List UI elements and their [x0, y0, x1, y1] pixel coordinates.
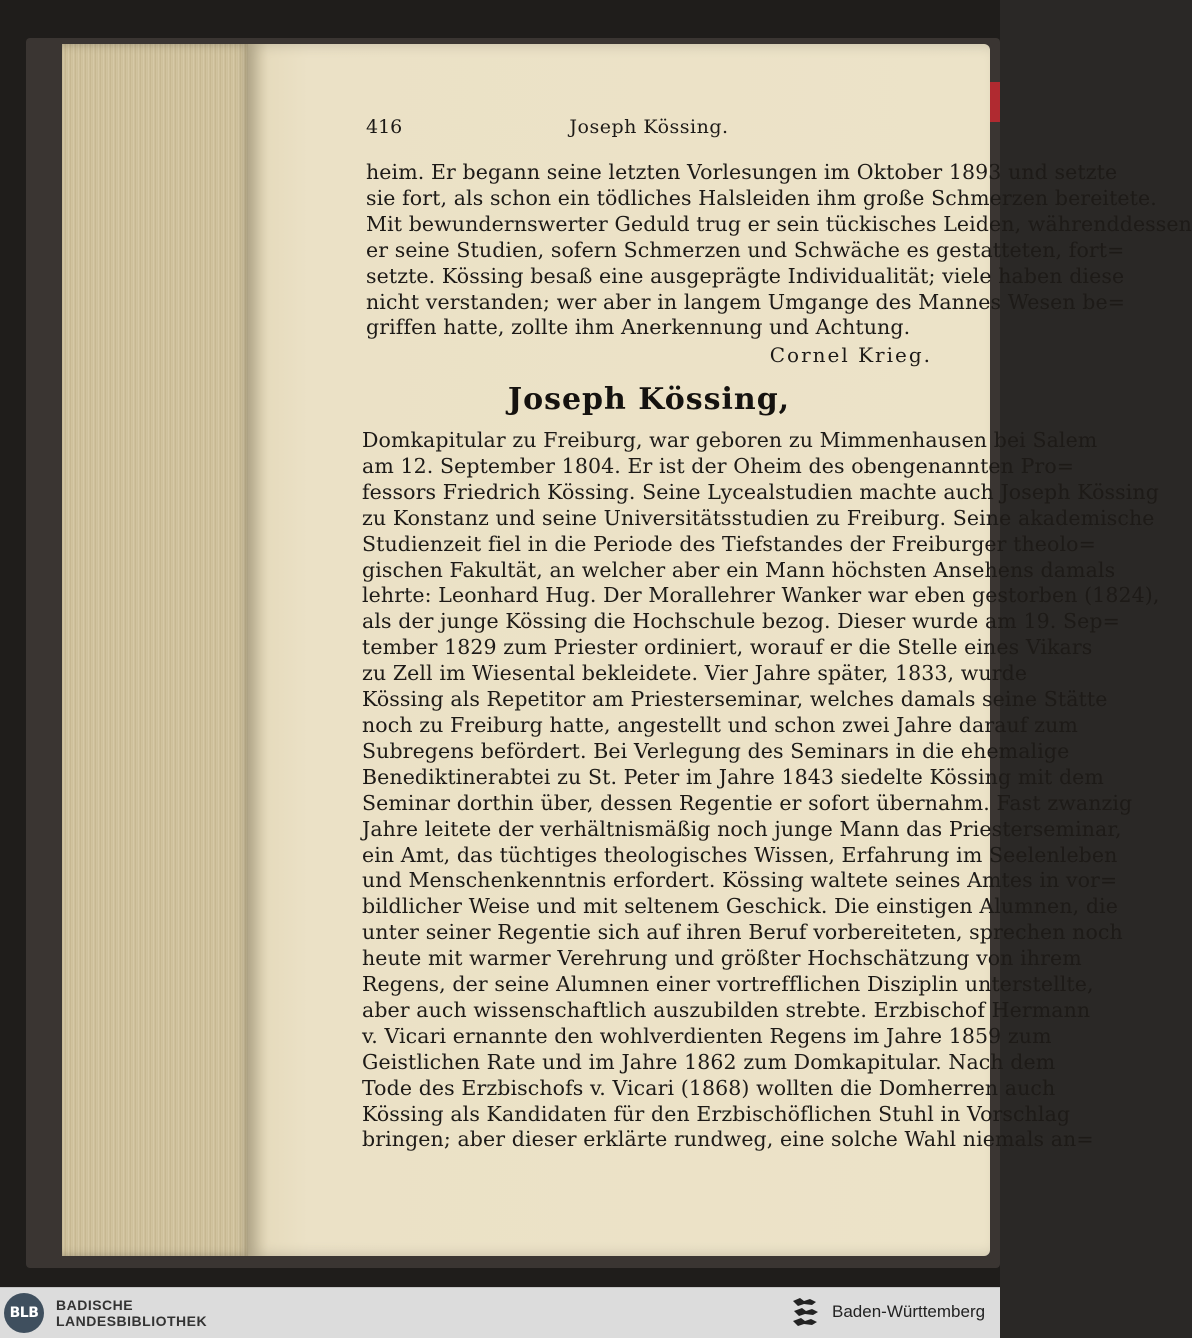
- article-heading: Joseph Kössing,: [507, 382, 791, 417]
- text-line: unter seiner Regentie sich auf ihren Beruf vorbereiteten, sprechen noch: [362, 920, 1123, 945]
- text-line: nicht verstanden; wer aber in langem Umgange des Mannes Wesen be=: [366, 289, 1125, 314]
- text-line: Seminar dorthin über, dessen Regentie er sofort übernahm. Fast zwanzig: [362, 790, 1133, 815]
- text-line: noch zu Freiburg hatte, angestellt und schon zwei Jahre darauf zum: [362, 712, 1078, 737]
- text-line: bringen; aber dieser erklärte rundweg, eine solche Wahl niemals an=: [362, 1127, 1094, 1152]
- text-line: Kössing als Repetitor am Priesterseminar, welches damals seine Stätte: [362, 687, 1108, 712]
- text-line: Regens, der seine Alumnen einer vortrefflichen Disziplin unterstellte,: [362, 972, 1094, 997]
- state-name: Baden-Württemberg: [832, 1302, 986, 1321]
- text-line: aber auch wissenschaftlich auszubilden strebte. Erzbischof Hermann: [362, 997, 1091, 1022]
- text-line: Domkapitular zu Freiburg, war geboren zu Mimmenhausen bei Salem: [362, 428, 1098, 452]
- library-name: [56, 1297, 207, 1329]
- text-line: am 12. September 1804. Er ist der Oheim des obengenannten Pro=: [362, 453, 1075, 478]
- text-line: heim. Er begann seine letzten Vorlesungen im Oktober 1893 und setzte: [366, 160, 1118, 184]
- text-line: griffen hatte, zollte ihm Anerkennung und Achtung.: [366, 315, 911, 340]
- footer-bar: [0, 1287, 1000, 1338]
- text-line: bildlicher Weise und mit seltenem Geschick. Die einstigen Alumnen, die: [362, 894, 1118, 919]
- text-line: Studienzeit fiel in die Periode des Tiefstandes der Freiburger theolo=: [362, 531, 1096, 556]
- text-line: und Menschenkenntnis erfordert. Kössing waltete seines Amtes in vor=: [362, 868, 1118, 893]
- running-head: [366, 116, 932, 140]
- text-line: zu Zell im Wiesental bekleidete. Vier Jahre später, 1833, wurde: [362, 661, 1028, 686]
- text-line: heute mit warmer Verehrung und größter Hochschätzung von ihrem: [362, 946, 1082, 971]
- prior-article-text: [366, 160, 1192, 341]
- page-number: 416: [366, 116, 403, 138]
- page-stack-edge: [62, 44, 252, 1256]
- text-line: gischen Fakultät, an welcher aber ein Mann höchsten Ansehens damals: [362, 557, 1116, 582]
- text-line: Geistlichen Rate und im Jahre 1862 zum Domkapitular. Nach dem: [362, 1049, 1056, 1074]
- text-line: Tode des Erzbischofs v. Vicari (1868) wollten die Domherren auch: [362, 1075, 1056, 1100]
- library-name-line1: BADISCHE: [56, 1297, 134, 1313]
- text-line: Mit bewundernswerter Geduld trug er sein tückisches Leiden, währenddessen: [366, 211, 1192, 236]
- text-line: zu Konstanz und seine Universitätsstudien zu Freiburg. Seine akademische: [362, 505, 1155, 530]
- text-line: setzte. Kössing besaß eine ausgeprägte Individualität; viele haben diese: [366, 263, 1125, 288]
- text-line: Subregens befördert. Bei Verlegung des Seminars in die ehemalige: [362, 738, 1070, 763]
- text-line: Jahre leitete der verhältnismäßig noch junge Mann das Priesterseminar,: [362, 816, 1122, 841]
- text-line: fessors Friedrich Kössing. Seine Lycealstudien machte auch Joseph Kössing: [362, 479, 1159, 504]
- text-line: lehrte: Leonhard Hug. Der Morallehrer Wanker war eben gestorben (1824),: [362, 583, 1160, 608]
- text-line: als der junge Kössing die Hochschule bezog. Dieser wurde am 19. Sep=: [362, 609, 1120, 634]
- text-line: sie fort, als schon ein tödliches Halsleiden ihm große Schmerzen bereitete.: [366, 185, 1157, 210]
- text-line: er seine Studien, sofern Schmerzen und Schwäche es gestatteten, fort=: [366, 237, 1125, 262]
- text-line: tember 1829 zum Priester ordiniert, worauf er die Stelle eines Vikars: [362, 635, 1093, 660]
- library-name-line2: LANDESBIBLIOTHEK: [56, 1313, 208, 1329]
- text-line: ein Amt, das tüchtiges theologisches Wissen, Erfahrung im Seelenleben: [362, 842, 1118, 867]
- lion-crest-icon: [790, 1296, 822, 1330]
- article-body-text: [362, 428, 1160, 1153]
- running-title: Joseph Kössing.: [569, 116, 729, 138]
- blb-logo[interactable]: BLB: [4, 1293, 44, 1333]
- author-signature: Cornel Krieg.: [769, 343, 932, 367]
- text-line: Benediktinerabtei zu St. Peter im Jahre 1843 siedelte Kössing mit dem: [362, 764, 1104, 789]
- text-line: Kössing als Kandidaten für den Erzbischöflichen Stuhl in Vorschlag: [362, 1101, 1071, 1126]
- text-line: v. Vicari ernannte den wohlverdienten Regens im Jahre 1859 zum: [362, 1023, 1052, 1048]
